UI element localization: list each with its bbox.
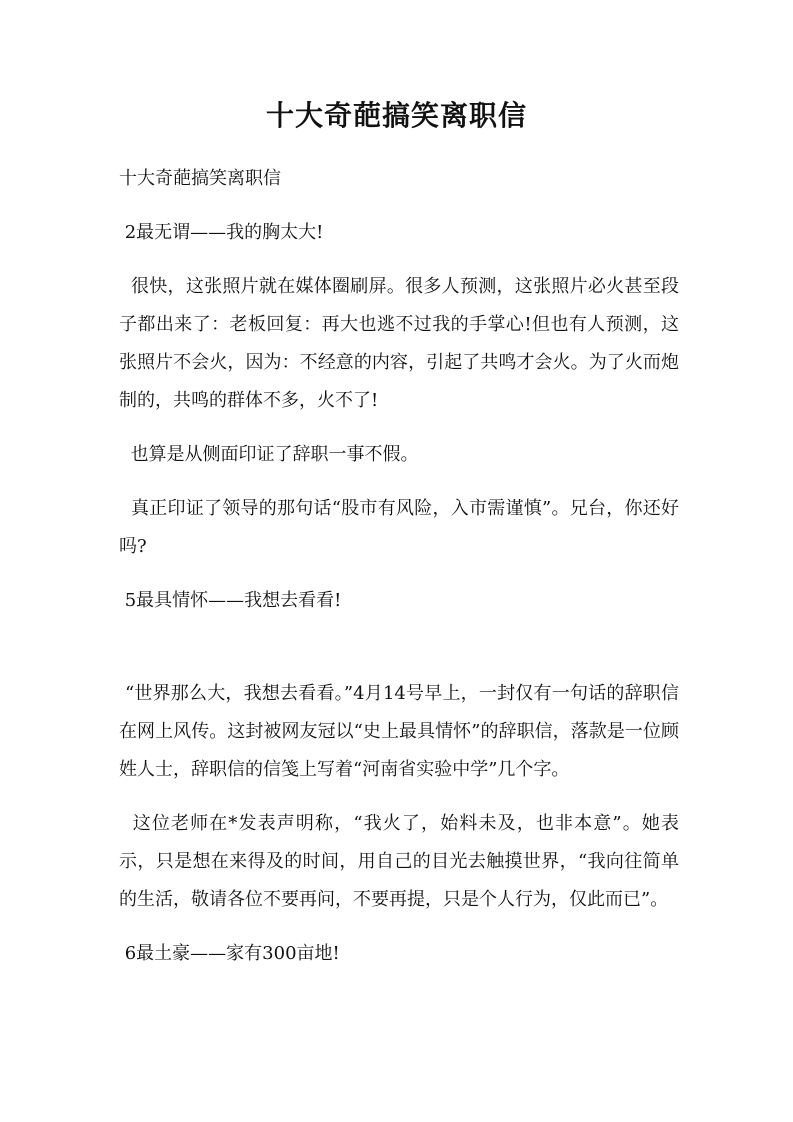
section-heading: 2最无谓——我的胸太大! [119, 222, 324, 243]
body-paragraph: 这位老师在*发表声明称，“我火了，始料未及，也非本意”。她表示，只是想在来得及的时间，用自己的目光去触摸世界，“我向往简单的生活，敬请各位不要再问，不要再提，只是个人行为，仅此而已”。 [119, 813, 679, 910]
body-paragraph: 十大奇葩搞笑离职信 [119, 168, 281, 189]
section-heading: 5最具情怀——我想去看看! [119, 590, 342, 611]
body-paragraph: “世界那么大，我想去看看。”4月14号早上，一封仅有一句话的辞职信在网上风传。这封被网友冠以“史上最具情怀”的辞职信，落款是一位顾姓人士，辞职信的信笺上写着“河南省实验中学”几个字。 [119, 683, 679, 780]
body-paragraph: 也算是从侧面印证了辞职一事不假。 [119, 444, 419, 465]
body-paragraph: 真正印证了领导的那句话“股市有风险，入市需谨慎”。兄台，你还好吗? [119, 498, 679, 557]
section-heading: 6最土豪——家有300亩地! [119, 943, 340, 964]
document-body [119, 160, 679, 973]
document-title: 十大奇葩搞笑离职信 [265, 99, 527, 132]
body-paragraph: 很快，这张照片就在媒体圈刷屏。很多人预测，这张照片必火甚至段子都出来了：老板回复：再大也逃不过我的手掌心!但也有人预测，这张照片不会火，因为：不经意的内容，引起了共鸣才会火。为了火而炮制的，共鸣的群体不多，火不了! [119, 276, 679, 411]
